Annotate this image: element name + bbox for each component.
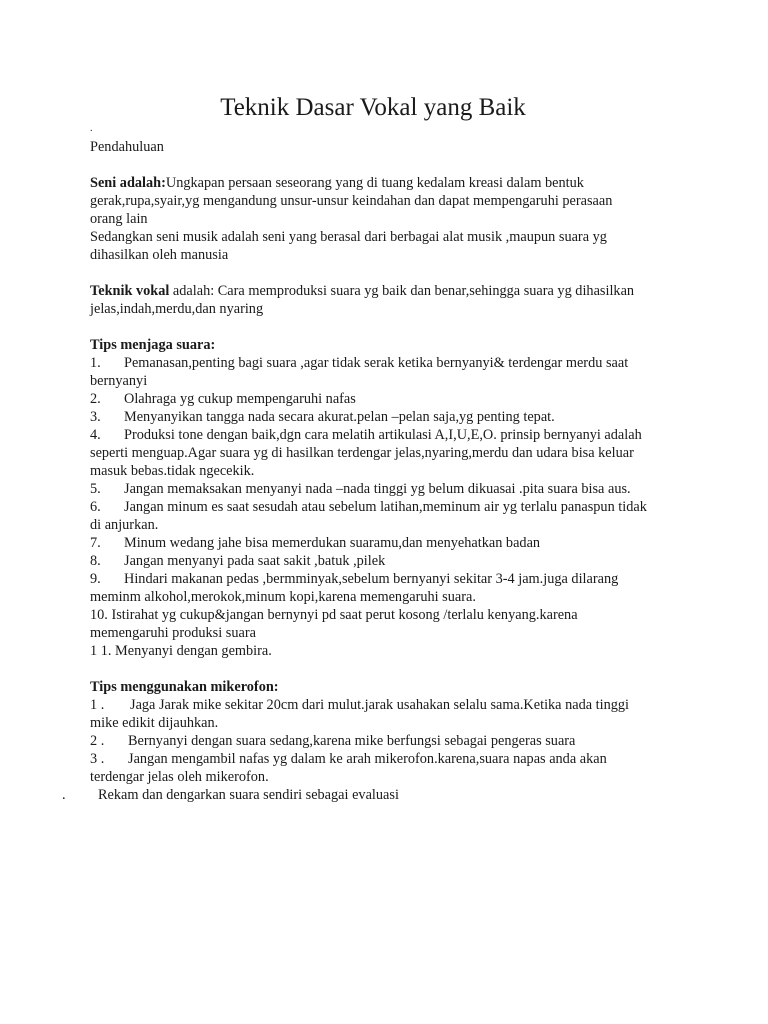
list-item-continuation: seperti menguap.Agar suara yg di hasilkan terdengar jelas,nyaring,merdu dan udara bisa keluar	[90, 445, 634, 461]
list-item-continuation: di anjurkan.	[90, 517, 159, 533]
list-item-continuation: bernyanyi	[90, 373, 148, 389]
seni-line-4: Sedangkan seni musik adalah seni yang berasal dari berbagai alat musik ,maupun suara yg	[90, 229, 607, 245]
list-item: 7. Minum wedang jahe bisa memerdukan suaramu,dan menyehatkan badan	[90, 535, 541, 551]
list-item: 3 . Jangan mengambil nafas yg dalam ke arah mikerofon.karena,suara napas anda akan	[90, 751, 607, 767]
document-title: Teknik Dasar Vokal yang Baik	[220, 94, 526, 121]
vokal-term: Teknik vokal	[90, 283, 170, 299]
list-item-continuation: terdengar jelas oleh mikerofon.	[90, 769, 269, 785]
seni-text: Ungkapan persaan seseorang yang di tuang kedalam kreasi dalam bentuk	[165, 175, 584, 191]
list-item: 1 . Jaga Jarak mike sekitar 20cm dari mulut.jarak usahakan selalu sama.Ketika nada tinggi	[90, 697, 630, 713]
list-item-continuation: masuk bebas.tidak ngecekik.	[90, 463, 255, 479]
list-item-10: 10. Istirahat yg cukup&jangan bernynyi pd saat perut kosong /terlalu kenyang.karena	[90, 607, 578, 623]
list-item: 5. Jangan memaksakan menyanyi nada –nada tinggi yg belum dikuasai .pita suara bisa aus.	[90, 481, 631, 497]
vokal-text: adalah: Cara memproduksi suara yg baik dan benar,sehingga suara yg dihasilkan	[169, 283, 635, 299]
list-item: 6. Jangan minum es saat sesudah atau sebelum latihan,meminum air yg terlalu panaspun tidak	[90, 499, 647, 515]
intro-heading: Pendahuluan	[90, 139, 164, 155]
list-item: . Rekam dan dengarkan suara sendiri sebagai evaluasi	[62, 787, 399, 803]
top-dot: .	[90, 123, 93, 134]
document-body	[62, 120, 690, 804]
list-item-continuation: mike edikit dijauhkan.	[90, 715, 219, 731]
seni-term: Seni adalah:	[90, 175, 166, 191]
seni-definition-line	[90, 174, 690, 192]
seni-line-3: orang lain	[90, 211, 148, 227]
tips-suara-heading: Tips menjaga suara:	[90, 337, 216, 353]
list-item: 1. Pemanasan,penting bagi suara ,agar tidak serak ketika bernyanyi& terdengar merdu saat	[90, 355, 629, 371]
list-item: 9. Hindari makanan pedas ,bermminyak,sebelum bernyanyi sekitar 3-4 jam.juga dilarang	[90, 571, 619, 587]
seni-line-2: gerak,rupa,syair,yg mengandung unsur-unsur keindahan dan dapat mempengaruhi perasaan	[90, 193, 613, 209]
list-item-continuation: meminm alkohol,merokok,minum kopi,karena memengaruhi suara.	[90, 589, 476, 605]
list-item-11: 1 1. Menyanyi dengan gembira.	[90, 643, 272, 659]
list-item: 8. Jangan menyanyi pada saat sakit ,batuk ,pilek	[90, 553, 386, 569]
list-item: 4. Produksi tone dengan baik,dgn cara melatih artikulasi A,I,U,E,O. prinsip bernyanyi adalah	[90, 427, 642, 443]
list-item: 2. Olahraga yg cukup mempengaruhi nafas	[90, 391, 356, 407]
vokal-line-2: jelas,indah,merdu,dan nyaring	[90, 301, 264, 317]
list-item-continuation: memengaruhi produksi suara	[90, 625, 256, 641]
tips-mike-heading: Tips menggunakan mikerofon:	[90, 679, 279, 695]
list-item: 2 . Bernyanyi dengan suara sedang,karena mike berfungsi sebagai pengeras suara	[90, 733, 576, 749]
list-item: 3. Menyanyikan tangga nada secara akurat.pelan –pelan saja,yg penting tepat.	[90, 409, 555, 425]
seni-line-5: dihasilkan oleh manusia	[90, 247, 229, 263]
vokal-definition-line	[90, 282, 690, 300]
